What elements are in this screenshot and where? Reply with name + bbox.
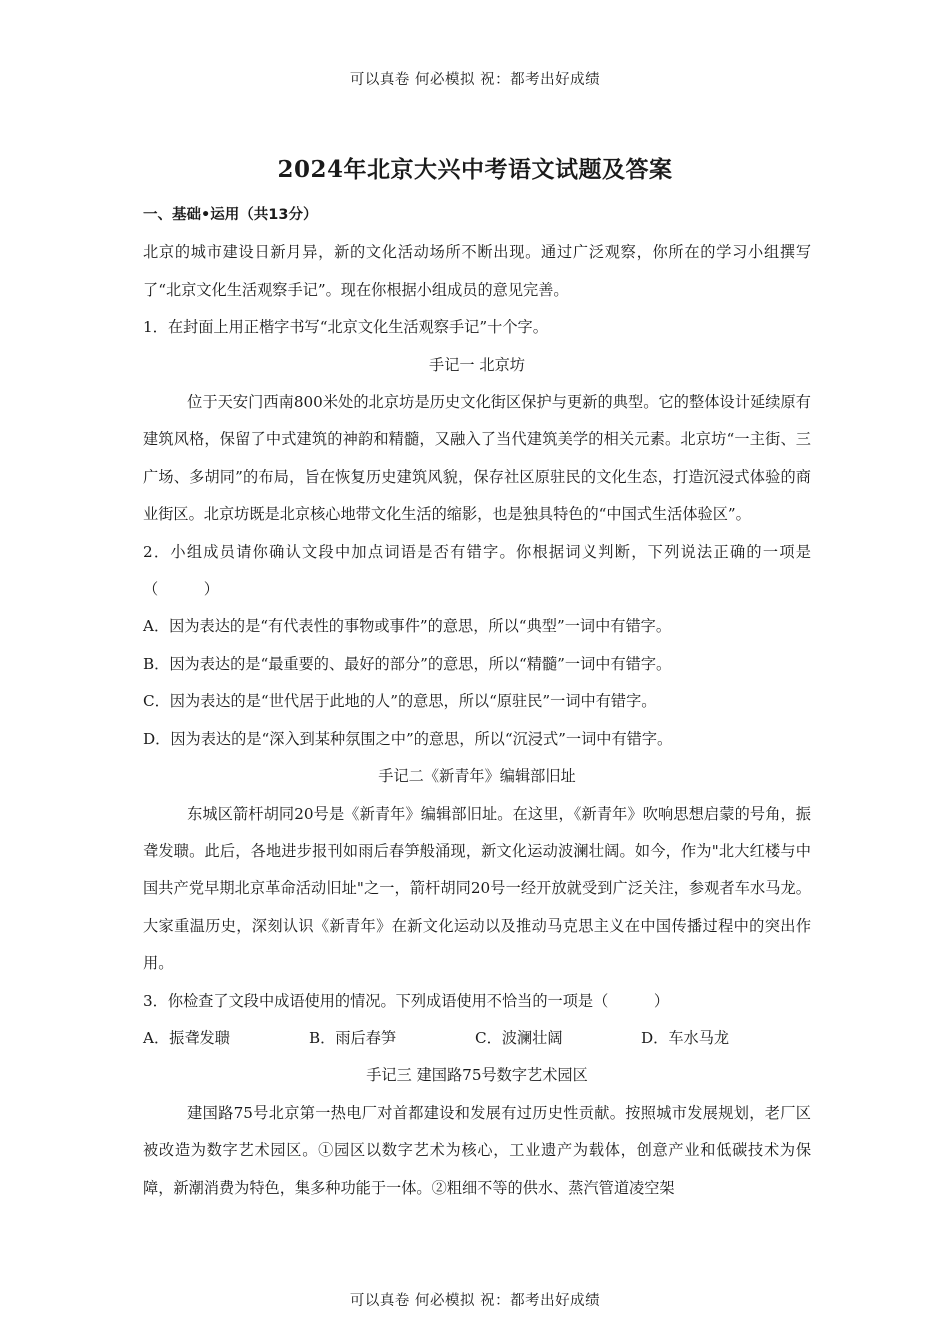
question-2: 2．小组成员请你确认文段中加点词语是否有错字。你根据词义判断，下列说法正确的一项是（ ） <box>143 542 811 599</box>
document-body <box>143 197 811 1207</box>
note-3-paragraph: 建国路75号北京第一热电厂对首都建设和发展有过历史性贡献。按照城市发展规划，老厂区被改造为数字艺术园区。①园区以数字艺术为核心，工业遗产为载体，创意产业和低碳技术为保障，新潮消费为特色，集多种功能于一体。②粗细不等的供水、蒸汽管道凌空架 <box>143 1103 811 1197</box>
question-1: 1．在封面上用正楷字书写“北京文化生活观察手记”十个字。 <box>143 318 548 337</box>
question-3-option-a: A．振聋发聩 <box>143 1028 230 1047</box>
note-2-paragraph: 东城区箭杆胡同20号是《新青年》编辑部旧址。在这里，《新青年》吹响思想启蒙的号角，振聋发聩。此后，各地进步报刊如雨后春笋般涌现，新文化运动波澜壮阔。如今，作为"北大红楼与中国共产党早期北京革命活动旧址"之一，箭杆胡同20号一经开放就受到广泛关注，参观者车水马龙。大家重温历史，深刻认识《新青年》在新文化运动以及推动马克思主义在中国传播过程中的突出作用。 <box>143 804 811 973</box>
page-footer: 可以真卷 何必模拟 祝：都考出好成绩 <box>349 1293 601 1309</box>
question-2-option-d: D．因为表达的是“深入到某种氛围之中”的意思，所以“沉浸式”一词中有错字。 <box>143 729 673 748</box>
question-3-option-b: B．雨后春笋 <box>309 1028 397 1047</box>
question-2-option-a: A．因为表达的是“有代表性的事物或事件”的意思，所以“典型”一词中有错字。 <box>143 617 672 636</box>
note-1-title: 手记一 北京坊 <box>429 355 525 374</box>
page-title: 2024年北京大兴中考语文试题及答案 <box>277 156 673 183</box>
question-3-option-d: D．车水马龙 <box>641 1028 730 1047</box>
question-3: 3．你检查了文段中成语使用的情况。下列成语使用不恰当的一项是（ ） <box>143 991 670 1010</box>
question-2-option-b: B．因为表达的是“最重要的、最好的部分”的意思，所以“精髓”一词中有错字。 <box>143 654 672 673</box>
page-header: 可以真卷 何必模拟 祝：都考出好成绩 <box>349 72 601 88</box>
note-1-paragraph: 位于天安门西南800米处的北京坊是历史文化街区保护与更新的典型。它的整体设计延续原有建筑风格，保留了中式建筑的神韵和精髓，又融入了当代建筑美学的相关元素。北京坊“一主街、三广场、多胡同”的布局，旨在恢复历史建筑风貌，保存社区原驻民的文化生态，打造沉浸式体验的商业街区。北京坊既是北京核心地带文化生活的缩影，也是独具特色的“中国式生活体验区”。 <box>143 393 811 524</box>
intro-paragraph: 北京的城市建设日新月异，新的文化活动场所不断出现。通过广泛观察，你所在的学习小组撰写了“北京文化生活观察手记”。现在你根据小组成员的意见完善。 <box>143 243 811 299</box>
question-3-option-c: C．波澜壮阔 <box>475 1028 563 1047</box>
question-3-options <box>143 1020 811 1057</box>
note-3-title: 手记三 建国路75号数字艺术园区 <box>366 1066 588 1085</box>
question-2-option-c: C．因为表达的是“世代居于此地的人”的意思，所以“原驻民”一词中有错字。 <box>143 692 657 711</box>
section-heading: 一、基础•运用（共13分） <box>143 207 318 223</box>
note-2-title: 手记二《新青年》编辑部旧址 <box>378 767 576 786</box>
